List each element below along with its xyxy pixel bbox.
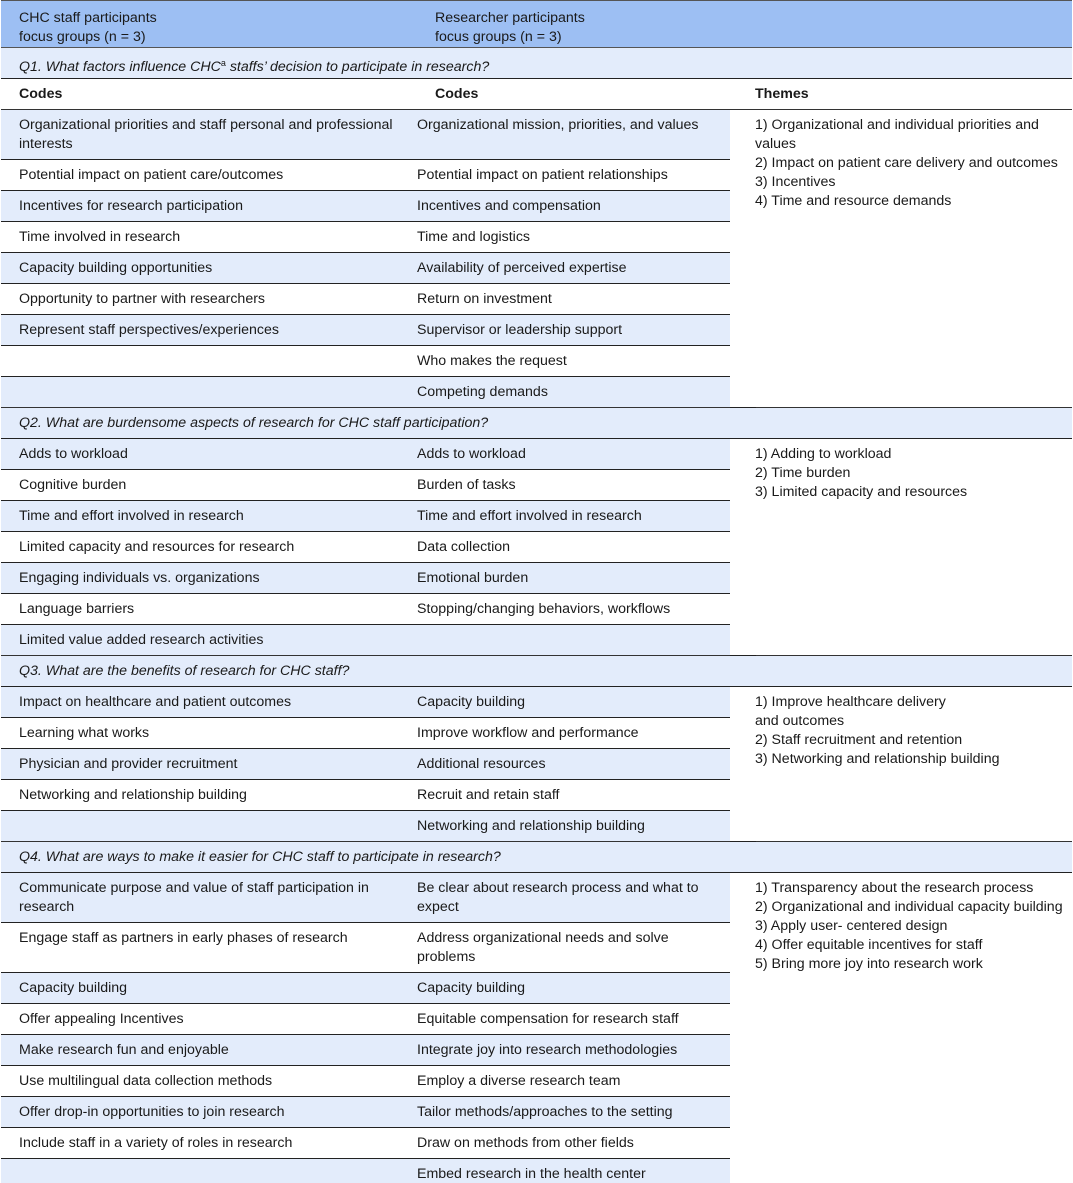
section-block (1, 687, 1072, 842)
researcher-code: Return on investment (417, 291, 552, 307)
table-row (1, 1004, 730, 1035)
researcher-code: Time and effort involved in research (417, 508, 642, 524)
table-row (1, 1097, 730, 1128)
theme-item: 2) Time burden (755, 465, 851, 481)
table-row (1, 563, 730, 594)
question-row (1, 408, 1072, 439)
chc-code: Engaging individuals vs. organizations (19, 570, 260, 586)
chc-code: Time and effort involved in research (19, 508, 244, 524)
divider (730, 407, 756, 408)
chc-code (1, 811, 417, 841)
theme-item: 3) Incentives (755, 174, 836, 190)
section-block (1, 110, 1072, 408)
theme-item: 2) Organizational and individual capacity building (755, 899, 1063, 915)
theme-item: 3) Limited capacity and resources (755, 484, 968, 500)
researcher-code: Integrate joy into research methodologies (417, 1042, 678, 1058)
table-row (1, 1128, 730, 1159)
table-row (1, 439, 730, 470)
table-row (1, 346, 730, 377)
chc-code: Limited value added research activities (19, 632, 264, 648)
theme-item: 2) Staff recruitment and retention (755, 732, 963, 748)
chc-code (1, 1159, 417, 1183)
chc-code: Capacity building opportunities (19, 260, 213, 276)
chc-code: Capacity building (19, 980, 128, 996)
researcher-code: Who makes the request (417, 353, 567, 369)
table-row (1, 160, 730, 191)
table-row (1, 718, 730, 749)
divider (730, 655, 756, 656)
theme-item: 1) Adding to workload (755, 446, 892, 462)
chc-code: Represent staff perspectives/experiences (19, 322, 279, 338)
table-row (1, 749, 730, 780)
theme-item: 5) Bring more joy into research work (755, 956, 983, 972)
chc-code: Language barriers (19, 601, 135, 617)
chc-code: Limited capacity and resources for research (19, 539, 295, 555)
table-row (1, 973, 730, 1004)
researcher-code: Draw on methods from other fields (417, 1135, 634, 1151)
table-row (1, 873, 730, 923)
codes-header-researcher: Codes (435, 86, 479, 102)
chc-code: Use multilingual data collection methods (19, 1073, 273, 1089)
question-text: Q1. What factors influence CHC (19, 59, 221, 75)
section-block (1, 873, 1072, 1183)
researcher-code: Employ a diverse research team (417, 1073, 621, 1089)
theme-item: 3) Apply user- centered design (755, 918, 948, 934)
question-text: Q3. What are the benefits of research for CHC staff? (19, 663, 350, 679)
table-row (1, 811, 730, 841)
theme-item: 2) Impact on patient care delivery and outcomes (755, 155, 1058, 171)
question-text: Q2. What are burdensome aspects of research for CHC staff participation? (19, 415, 489, 431)
researcher-code: Burden of tasks (417, 477, 516, 493)
column-headers (1, 79, 1072, 110)
researcher-code: Organizational mission, priorities, and values (417, 117, 699, 133)
researcher-code: Data collection (417, 539, 511, 555)
researcher-code: Availability of perceived expertise (417, 260, 627, 276)
section-block (1, 439, 1072, 656)
chc-code: Potential impact on patient care/outcomes (19, 167, 284, 183)
researcher-code: Supervisor or leadership support (417, 322, 623, 338)
themes-list (755, 439, 1065, 502)
researcher-code: Adds to workload (417, 446, 526, 462)
researcher-code: Competing demands (417, 384, 548, 400)
themes-list (755, 687, 1065, 769)
chc-code: Engage staff as partners in early phases of research (19, 930, 348, 946)
researcher-code: Embed research in the health center (417, 1166, 646, 1182)
researcher-code: Be clear about research process and what to expect (417, 880, 699, 915)
codes-columns (1, 873, 730, 1183)
table-row (1, 1035, 730, 1066)
chc-code: Offer appealing Incentives (19, 1011, 184, 1027)
chc-code (1, 377, 417, 407)
chc-code: Time involved in research (19, 229, 181, 245)
table-row (1, 110, 730, 160)
codes-header-chc: Codes (19, 86, 63, 102)
chc-code: Include staff in a variety of roles in research (19, 1135, 293, 1151)
table-row (1, 532, 730, 563)
chc-code: Cognitive burden (19, 477, 127, 493)
theme-item: 3) Networking and relationship building (755, 751, 1000, 767)
researcher-code: Time and logistics (417, 229, 531, 245)
header-chc-staff: CHC staff participants focus groups (n = 3) (19, 10, 157, 45)
theme-item: 1) Improve healthcare delivery and outcomes (755, 694, 946, 729)
chc-code: Adds to workload (19, 446, 128, 462)
chc-code: Incentives for research participation (19, 198, 243, 214)
chc-code: Impact on healthcare and patient outcomes (19, 694, 292, 710)
codes-columns (1, 110, 730, 407)
results-table (1, 0, 1072, 1183)
chc-code: Communicate purpose and value of staff participation in research (19, 880, 369, 915)
table-row (1, 377, 730, 407)
codes-columns (1, 439, 730, 655)
question-text-end: staffs’ decision to participate in research? (225, 59, 490, 75)
theme-item: 1) Organizational and individual priorities and values (755, 117, 1039, 152)
chc-code (1, 346, 417, 376)
researcher-code: Additional resources (417, 756, 546, 772)
table-row (1, 1159, 730, 1183)
table-row (1, 594, 730, 625)
header-researcher: Researcher participants focus groups (n = 3) (435, 10, 585, 45)
chc-code: Organizational priorities and staff personal and professional interests (19, 117, 393, 152)
table-row (1, 191, 730, 222)
themes-list (755, 110, 1065, 211)
codes-columns (1, 687, 730, 841)
researcher-code (417, 625, 730, 655)
table-row (1, 501, 730, 532)
divider (730, 841, 756, 842)
chc-code: Learning what works (19, 725, 150, 741)
chc-code: Make research fun and enjoyable (19, 1042, 229, 1058)
table-body (1, 48, 1072, 1183)
question-superscript: a (220, 58, 226, 68)
researcher-code: Stopping/changing behaviors, workflows (417, 601, 671, 617)
table-row (1, 315, 730, 346)
table-row (1, 470, 730, 501)
theme-item: 4) Offer equitable incentives for staff (755, 937, 983, 953)
question-row (1, 842, 1072, 873)
table-row (1, 780, 730, 811)
researcher-code: Recruit and retain staff (417, 787, 560, 803)
researcher-code: Incentives and compensation (417, 198, 601, 214)
table-row (1, 253, 730, 284)
question-row (1, 48, 1072, 79)
chc-code: Networking and relationship building (19, 787, 247, 803)
researcher-code: Equitable compensation for research staff (417, 1011, 679, 1027)
table-row (1, 687, 730, 718)
table-row (1, 923, 730, 973)
themes-header: Themes (755, 86, 809, 102)
researcher-code: Networking and relationship building (417, 818, 645, 834)
researcher-code: Improve workflow and performance (417, 725, 639, 741)
chc-code: Physician and provider recruitment (19, 756, 238, 772)
researcher-code: Address organizational needs and solve problems (417, 930, 669, 965)
table-row (1, 1066, 730, 1097)
question-row (1, 656, 1072, 687)
question-text: Q4. What are ways to make it easier for CHC staff to participate in research? (19, 849, 501, 865)
researcher-code: Emotional burden (417, 570, 529, 586)
researcher-code: Tailor methods/approaches to the setting (417, 1104, 673, 1120)
researcher-code: Potential impact on patient relationships (417, 167, 668, 183)
table-header (1, 0, 1072, 48)
researcher-code: Capacity building (417, 694, 526, 710)
table-row (1, 222, 730, 253)
theme-item: 4) Time and resource demands (755, 193, 952, 209)
table-row (1, 625, 730, 655)
chc-code: Opportunity to partner with researchers (19, 291, 266, 307)
researcher-code: Capacity building (417, 980, 526, 996)
themes-list (755, 873, 1065, 974)
chc-code: Offer drop-in opportunities to join research (19, 1104, 285, 1120)
table-row (1, 284, 730, 315)
theme-item: 1) Transparency about the research process (755, 880, 1034, 896)
